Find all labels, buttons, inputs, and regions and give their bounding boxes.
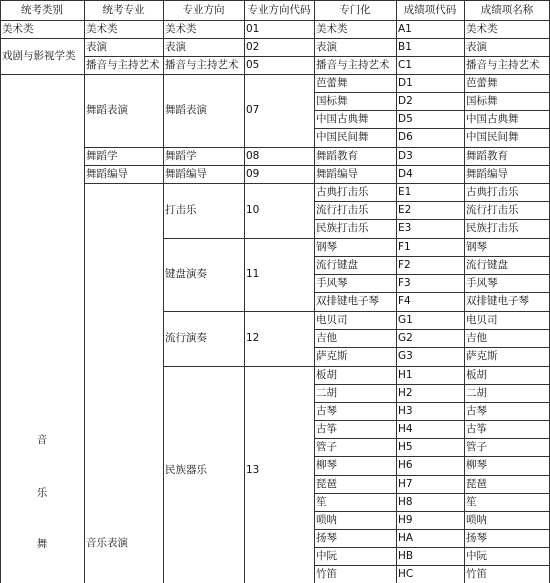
specialization-cell: 古典打击乐 xyxy=(316,185,369,198)
score-code-cell: H1 xyxy=(398,368,413,381)
score-name-cell: 双排键电子琴 xyxy=(466,295,529,308)
major-choreography: 舞蹈编导 xyxy=(86,167,128,180)
direction-code-11: 11 xyxy=(246,268,260,281)
score-name-cell: 中国民间舞 xyxy=(466,131,519,144)
specialization-cell: 竹笛 xyxy=(316,567,337,580)
score-name-cell: 舞蹈教育 xyxy=(466,149,508,162)
specialization-cell: 笙 xyxy=(316,495,327,508)
direction-code-13: 13 xyxy=(246,463,260,476)
score-code-cell: H4 xyxy=(398,422,413,435)
specialization-cell: 手风琴 xyxy=(316,276,348,289)
score-name-cell: 流行键盘 xyxy=(466,258,508,271)
specialization-cell: 表演 xyxy=(316,40,337,53)
score-name-cell: 柳琴 xyxy=(466,459,487,472)
category-cell: 美术类 xyxy=(2,22,34,35)
category-char-wu: 舞 xyxy=(36,537,48,550)
direction-keyboard: 键盘演奏 xyxy=(165,268,207,281)
score-name-cell: 古琴 xyxy=(466,404,487,417)
score-name-cell: 中阮 xyxy=(466,549,487,562)
category-cell: 戏剧与影视学类 xyxy=(2,49,76,62)
specialization-cell: 管子 xyxy=(316,440,337,453)
score-code-cell: F3 xyxy=(398,276,411,289)
score-code-cell: H9 xyxy=(398,513,413,526)
score-name-cell: 民族打击乐 xyxy=(466,222,519,235)
score-name-cell: 古筝 xyxy=(466,422,487,435)
header-direction: 专业方向 xyxy=(182,3,225,16)
direction-cell: 美术类 xyxy=(165,22,197,35)
direction-code-12: 12 xyxy=(246,332,260,345)
specialization-cell: 萨克斯 xyxy=(316,350,348,363)
score-code-cell: H5 xyxy=(398,440,413,453)
major-music-performance: 音乐表演 xyxy=(86,536,128,549)
score-code-cell: E1 xyxy=(398,185,412,198)
score-name-cell: 中国古典舞 xyxy=(466,112,519,125)
score-code-cell: F2 xyxy=(398,258,411,271)
direction-code-cell: 02 xyxy=(246,40,260,53)
major-dance-studies: 舞蹈学 xyxy=(86,149,118,162)
score-code-cell: HB xyxy=(398,549,414,562)
major-cell: 表演 xyxy=(86,40,107,53)
specialization-cell: 二胡 xyxy=(316,386,337,399)
score-code-cell: G3 xyxy=(398,350,413,363)
specialization-cell: 中国古典舞 xyxy=(316,112,369,125)
major-dance-performance: 舞蹈表演 xyxy=(86,104,128,117)
score-name-cell: 手风琴 xyxy=(466,276,498,289)
score-name-cell: 国标舞 xyxy=(466,94,498,107)
score-name-cell: 古典打击乐 xyxy=(466,185,519,198)
specialization-cell: 唢呐 xyxy=(316,513,337,526)
score-code-cell: B1 xyxy=(398,40,412,53)
score-name-cell: 萨克斯 xyxy=(466,350,498,363)
score-name-cell: 扬琴 xyxy=(466,531,487,544)
specialization-cell: 舞蹈教育 xyxy=(316,149,358,162)
direction-cell: 表演 xyxy=(165,40,186,53)
direction-percussion: 打击乐 xyxy=(165,204,197,217)
header-direction-code: 专业方向代码 xyxy=(247,3,311,16)
direction-popular: 流行演奏 xyxy=(165,332,207,345)
specialization-cell: 古琴 xyxy=(316,404,337,417)
specialization-cell: 板胡 xyxy=(316,368,337,381)
specialization-cell: 中阮 xyxy=(316,549,337,562)
direction-choreography: 舞蹈编导 xyxy=(165,167,207,180)
score-code-cell: HA xyxy=(398,531,414,544)
direction-code-07: 07 xyxy=(246,104,260,117)
score-name-cell: 竹笛 xyxy=(466,567,487,580)
score-code-cell: HC xyxy=(398,567,414,580)
direction-code-09: 09 xyxy=(246,167,260,180)
score-name-cell: 琵琶 xyxy=(466,477,487,490)
score-code-cell: H7 xyxy=(398,477,413,490)
specialization-cell: 钢琴 xyxy=(316,240,337,253)
score-name-cell: 吉他 xyxy=(466,331,487,344)
score-code-cell: A1 xyxy=(398,22,412,35)
score-code-cell: C1 xyxy=(398,58,413,71)
header-major: 统考专业 xyxy=(102,3,145,16)
score-name-cell: 唢呐 xyxy=(466,513,487,526)
score-code-cell: H6 xyxy=(398,459,413,472)
score-name-cell: 管子 xyxy=(466,440,487,453)
specialization-cell: 美术类 xyxy=(316,22,348,35)
score-name-cell: 舞蹈编导 xyxy=(466,167,508,180)
specialization-cell: 电贝司 xyxy=(316,313,348,326)
score-code-cell: D4 xyxy=(398,167,413,180)
category-char-yin: 音 xyxy=(36,433,48,446)
specialization-cell: 古筝 xyxy=(316,422,337,435)
score-name-cell: 播音与主持艺术 xyxy=(466,58,540,71)
specialization-cell: 舞蹈编导 xyxy=(316,167,358,180)
score-code-cell: D2 xyxy=(398,94,413,107)
specialization-cell: 民族打击乐 xyxy=(316,222,369,235)
direction-code-08: 08 xyxy=(246,149,260,162)
specialization-cell: 扬琴 xyxy=(316,531,337,544)
direction-code-10: 10 xyxy=(246,204,260,217)
score-code-cell: H8 xyxy=(398,495,413,508)
specialization-cell: 播音与主持艺术 xyxy=(316,58,390,71)
score-name-cell: 板胡 xyxy=(466,368,487,381)
direction-dance-studies: 舞蹈学 xyxy=(165,149,197,162)
score-name-cell: 电贝司 xyxy=(466,313,498,326)
specialization-cell: 双排键电子琴 xyxy=(316,295,379,308)
direction-dance-performance: 舞蹈表演 xyxy=(165,104,207,117)
header-score-name: 成绩项名称 xyxy=(480,3,534,16)
specialization-cell: 柳琴 xyxy=(316,459,337,472)
score-code-cell: F1 xyxy=(398,240,411,253)
score-name-cell: 笙 xyxy=(466,495,477,508)
specialization-cell: 芭蕾舞 xyxy=(316,76,348,89)
direction-folk-instruments: 民族器乐 xyxy=(165,463,207,476)
score-code-cell: H3 xyxy=(398,404,413,417)
specialization-cell: 国标舞 xyxy=(316,94,348,107)
score-name-cell: 流行打击乐 xyxy=(466,203,519,216)
direction-cell: 播音与主持艺术 xyxy=(165,58,239,71)
score-code-cell: G1 xyxy=(398,313,413,326)
score-code-cell: F4 xyxy=(398,295,411,308)
score-code-cell: H2 xyxy=(398,386,413,399)
score-name-cell: 钢琴 xyxy=(466,240,487,253)
score-code-cell: D6 xyxy=(398,131,413,144)
direction-code-cell: 05 xyxy=(246,58,260,71)
header-score-code: 成绩项代码 xyxy=(403,3,457,16)
specialization-cell: 流行键盘 xyxy=(316,258,358,271)
header-specialization: 专门化 xyxy=(339,3,371,16)
category-char-yue: 乐 xyxy=(36,486,48,499)
score-name-cell: 二胡 xyxy=(466,386,487,399)
header-category: 统考类别 xyxy=(21,3,63,16)
score-code-cell: D1 xyxy=(398,76,413,89)
score-code-cell: E2 xyxy=(398,203,412,216)
specialization-cell: 琵琶 xyxy=(316,477,337,490)
score-name-cell: 美术类 xyxy=(466,22,498,35)
score-code-cell: D5 xyxy=(398,112,413,125)
score-name-cell: 芭蕾舞 xyxy=(466,76,498,89)
specialization-cell: 流行打击乐 xyxy=(316,203,369,216)
specialization-cell: 中国民间舞 xyxy=(316,131,369,144)
score-code-cell: G2 xyxy=(398,331,413,344)
score-code-cell: D3 xyxy=(398,149,413,162)
major-cell: 美术类 xyxy=(86,22,118,35)
specialization-cell: 吉他 xyxy=(316,331,337,344)
score-name-cell: 表演 xyxy=(466,40,487,53)
major-cell: 播音与主持艺术 xyxy=(86,58,160,71)
direction-code-cell: 01 xyxy=(246,22,260,35)
score-code-cell: E3 xyxy=(398,222,412,235)
